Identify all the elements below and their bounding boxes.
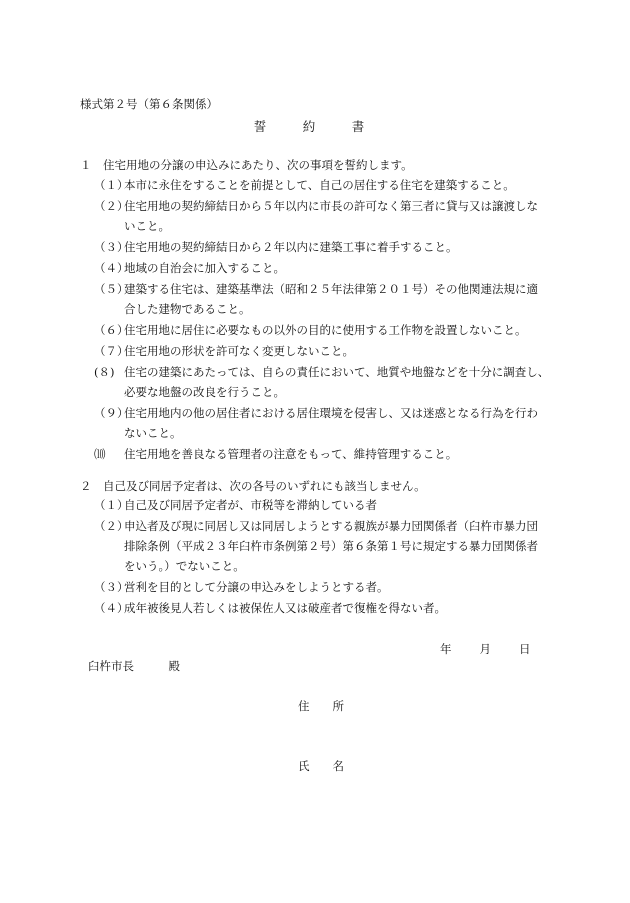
section-2-intro: 自己及び同居予定者は、次の各号のいずれにも該当しません。 bbox=[103, 479, 426, 493]
section-1-intro: 住宅用地の分譲の申込みにあたり、次の事項を誓約します。 bbox=[103, 158, 413, 172]
section1-item-number: （３） bbox=[94, 240, 129, 254]
section1-item-number: （２） bbox=[94, 199, 129, 213]
section-2-number: ２ bbox=[80, 479, 92, 493]
section2-item-number: （２） bbox=[94, 519, 129, 533]
section-1-number: １ bbox=[80, 158, 92, 172]
date-year: 年 bbox=[440, 642, 452, 656]
section1-item-text: 本市に永住をすることを前提として、自己の居住する住宅を建築すること。 bbox=[124, 178, 515, 192]
date-day: 日 bbox=[519, 642, 531, 656]
section1-item-number: （５） bbox=[94, 282, 129, 296]
name-label: 氏 名 bbox=[298, 759, 344, 773]
section1-item-text: 合した建物であること。 bbox=[124, 302, 251, 316]
section1-item-text: 地域の自治会に加入すること。 bbox=[124, 261, 285, 275]
section2-item-number: （３） bbox=[94, 580, 129, 594]
section2-item-text: 排除条例（平成２３年臼杵市条例第２号）第６条第１号に規定する暴力団関係者 bbox=[124, 539, 538, 553]
section1-item-number: ⑽ bbox=[94, 447, 106, 461]
section2-item-number: （４） bbox=[94, 601, 129, 615]
section1-item-text: 住宅の建築にあたっては、自らの責任において、地質や地盤などを十分に調査し、 bbox=[124, 365, 550, 379]
section2-item-text: 申込者及び現に同居し又は同居しようとする親族が暴力団関係者（臼杵市暴力団 bbox=[124, 519, 538, 533]
section1-item-text: 建築する住宅は、建築基準法（昭和２５年法律第２０１号）その他関連法規に適 bbox=[124, 282, 538, 296]
addressee: 臼杵市長 殿 bbox=[88, 659, 180, 673]
section1-item-text: 住宅用地の形状を許可なく変更しないこと。 bbox=[124, 344, 354, 358]
section1-item-text: 住宅用地の契約締結日から２年以内に建築工事に着手すること。 bbox=[124, 240, 458, 254]
document-title: 誓 約 書 bbox=[253, 119, 377, 134]
section1-item-text: いこと。 bbox=[124, 219, 170, 233]
date-month: 月 bbox=[479, 642, 491, 656]
section1-item-text: 住宅用地の契約締結日から５年以内に市長の許可なく第三者に貸与又は譲渡しな bbox=[124, 199, 538, 213]
section1-item-number: （７） bbox=[94, 344, 129, 358]
section1-item-number: （１） bbox=[94, 178, 129, 192]
address-label: 住 所 bbox=[298, 699, 344, 713]
form-label: 様式第２号（第６条関係） bbox=[80, 97, 218, 111]
section2-item-text: をいう。）でないこと。 bbox=[124, 559, 245, 573]
date-line bbox=[440, 640, 531, 658]
section1-item-text: 住宅用地内の他の居住者における居住環境を侵害し、又は迷惑となる行為を行わ bbox=[124, 406, 538, 420]
section1-item-number: (８) bbox=[94, 365, 115, 379]
section1-item-text: 必要な地盤の改良を行うこと。 bbox=[124, 385, 285, 399]
section1-item-number: （６） bbox=[94, 323, 129, 337]
section2-item-text: 成年被後見人若しくは被保佐人又は破産者で復権を得ない者。 bbox=[124, 601, 446, 615]
section1-item-number: （９） bbox=[94, 406, 129, 420]
section1-item-text: 住宅用地を善良なる管理者の注意をもって、維持管理すること。 bbox=[124, 447, 458, 461]
section1-item-text: 住宅用地に居住に必要なもの以外の目的に使用する工作物を設置しないこと。 bbox=[124, 323, 527, 337]
section2-item-number: （１） bbox=[94, 498, 129, 512]
section1-item-text: ないこと。 bbox=[124, 426, 182, 440]
section1-item-number: （４） bbox=[94, 261, 129, 275]
section2-item-text: 営利を目的として分譲の申込みをしようとする者。 bbox=[124, 580, 389, 594]
section2-item-text: 自己及び同居予定者が、市税等を滞納している者 bbox=[124, 498, 377, 512]
